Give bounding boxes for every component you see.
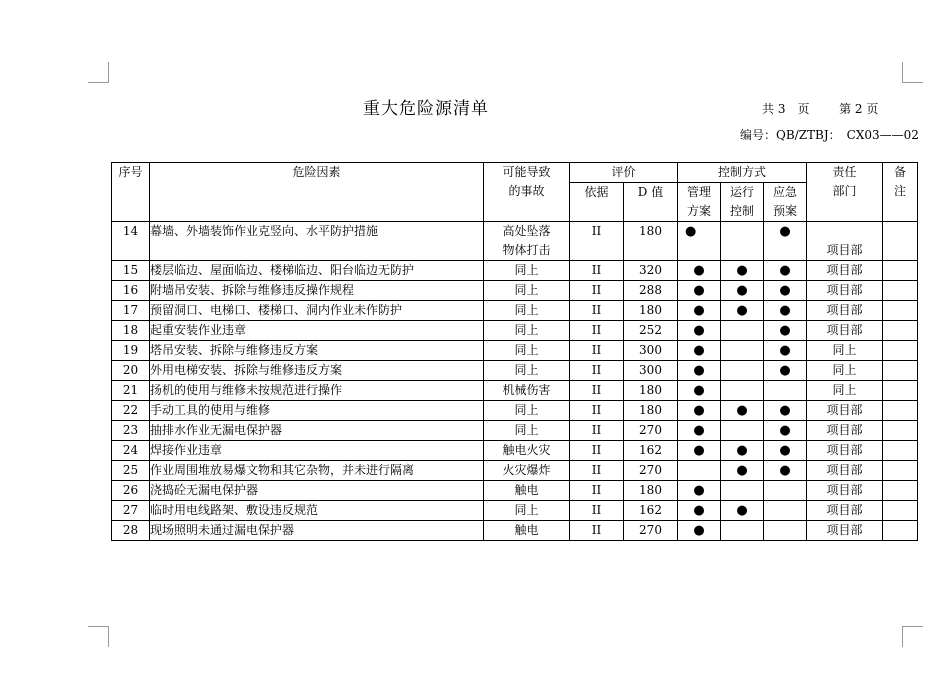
- col-header-operation: 运行 控制: [721, 183, 764, 222]
- cell-basis: II: [570, 441, 624, 461]
- cell-d-value: 270: [624, 521, 678, 541]
- cell-management: [678, 222, 721, 261]
- cell-emergency: [764, 341, 807, 361]
- cell-operation: [721, 381, 764, 401]
- col-header-d-value: D 值: [624, 183, 678, 222]
- crop-mark-bottom-left: [88, 626, 109, 647]
- cell-department: 项目部: [807, 481, 883, 501]
- cell-accident: 触电: [484, 481, 570, 501]
- cell-accident: 同上: [484, 361, 570, 381]
- table-row: [112, 301, 918, 321]
- col-header-factor: 危险因素: [150, 163, 484, 222]
- cell-management: [678, 481, 721, 501]
- cell-note: [883, 341, 918, 361]
- cell-factor: 临时用电线路架、敷设违反规范: [150, 501, 484, 521]
- cell-operation: [721, 461, 764, 481]
- dot-mark: ●: [693, 403, 705, 418]
- dot-mark: ●: [736, 443, 748, 458]
- cell-d-value: 300: [624, 341, 678, 361]
- cell-emergency: [764, 481, 807, 501]
- cell-operation: [721, 501, 764, 521]
- table-row: [112, 341, 918, 361]
- dot-mark: ●: [693, 443, 705, 458]
- cell-accident: 同上: [484, 321, 570, 341]
- cell-management: [678, 501, 721, 521]
- cell-note: [883, 421, 918, 441]
- dot-mark: ●: [736, 463, 748, 478]
- dot-mark: ●: [779, 443, 791, 458]
- cell-d-value: 270: [624, 421, 678, 441]
- cell-d-value: 180: [624, 222, 678, 261]
- dot-mark: ●: [779, 283, 791, 298]
- cell-accident: 火灾爆炸: [484, 461, 570, 481]
- cell-note: [883, 222, 918, 261]
- dot-mark: ●: [693, 283, 705, 298]
- col-header-emergency: 应急 预案: [764, 183, 807, 222]
- document-code: 编号：QB/ZTBJ： CX03——02: [740, 128, 919, 142]
- cell-note: [883, 521, 918, 541]
- dot-mark: ●: [693, 483, 705, 498]
- cell-d-value: 180: [624, 481, 678, 501]
- current-page: 第 2 页: [839, 102, 879, 116]
- cell-department: 项目部: [807, 261, 883, 281]
- cell-note: [883, 381, 918, 401]
- dot-mark: ●: [779, 263, 791, 278]
- cell-department: 同上: [807, 361, 883, 381]
- cell-no: 28: [112, 521, 150, 541]
- col-header-control: 控制方式: [678, 163, 807, 183]
- crop-mark-top-right: [902, 62, 923, 83]
- cell-accident: 同上: [484, 341, 570, 361]
- cell-note: [883, 261, 918, 281]
- cell-note: [883, 501, 918, 521]
- col-header-responsible: 责任 部门: [807, 163, 883, 222]
- cell-basis: II: [570, 261, 624, 281]
- cell-note: [883, 481, 918, 501]
- table-row: [112, 481, 918, 501]
- cell-d-value: 162: [624, 501, 678, 521]
- col-header-no: 序号: [112, 163, 150, 222]
- table-row: [112, 421, 918, 441]
- cell-emergency: [764, 501, 807, 521]
- cell-department: 项目部: [807, 421, 883, 441]
- cell-factor: 楼层临边、屋面临边、楼梯临边、阳台临边无防护: [150, 261, 484, 281]
- cell-no: 25: [112, 461, 150, 481]
- cell-department: 项目部: [807, 461, 883, 481]
- cell-emergency: [764, 261, 807, 281]
- cell-operation: [721, 361, 764, 381]
- total-pages: 共 3 页: [762, 102, 810, 116]
- cell-note: [883, 301, 918, 321]
- col-header-accident: 可能导致 的事故: [484, 163, 570, 222]
- dot-mark: ●: [736, 503, 748, 518]
- table-row: [112, 222, 918, 261]
- dot-mark: ●: [693, 503, 705, 518]
- table-row: [112, 461, 918, 481]
- cell-factor: 手动工具的使用与维修: [150, 401, 484, 421]
- dot-mark: ●: [779, 224, 791, 239]
- cell-factor: 幕墙、外墙装饰作业克竖向、水平防护措施: [150, 222, 484, 261]
- table-row: [112, 381, 918, 401]
- cell-accident: 同上: [484, 501, 570, 521]
- hazard-table: [111, 162, 918, 541]
- col-header-basis: 依据: [570, 183, 624, 222]
- page-info: [762, 100, 878, 117]
- cell-department: 同上: [807, 341, 883, 361]
- cell-accident: 机械伤害: [484, 381, 570, 401]
- cell-basis: II: [570, 461, 624, 481]
- table-row: [112, 321, 918, 341]
- cell-d-value: 300: [624, 361, 678, 381]
- dot-mark: ●: [779, 463, 791, 478]
- col-header-evaluation: 评价: [570, 163, 678, 183]
- cell-basis: II: [570, 341, 624, 361]
- dot-mark: ●: [693, 523, 705, 538]
- col-header-management: 管理 方案: [678, 183, 721, 222]
- cell-no: 17: [112, 301, 150, 321]
- cell-no: 21: [112, 381, 150, 401]
- cell-emergency: [764, 281, 807, 301]
- table-row: [112, 521, 918, 541]
- cell-operation: [721, 421, 764, 441]
- table-row: [112, 501, 918, 521]
- cell-operation: [721, 281, 764, 301]
- table-body: [112, 222, 918, 541]
- cell-basis: II: [570, 321, 624, 341]
- table-row: [112, 281, 918, 301]
- cell-emergency: [764, 421, 807, 441]
- dot-mark: ●: [779, 323, 791, 338]
- cell-factor: 抽排水作业无漏电保护器: [150, 421, 484, 441]
- cell-basis: II: [570, 521, 624, 541]
- cell-department: 项目部: [807, 501, 883, 521]
- cell-accident: 同上: [484, 421, 570, 441]
- cell-management: [678, 441, 721, 461]
- cell-basis: II: [570, 401, 624, 421]
- cell-no: 26: [112, 481, 150, 501]
- dot-mark: ●: [693, 423, 705, 438]
- dot-mark: ●: [685, 224, 697, 239]
- cell-factor: 预留洞口、电梯口、楼梯口、洞内作业未作防护: [150, 301, 484, 321]
- cell-emergency: [764, 381, 807, 401]
- cell-operation: [721, 301, 764, 321]
- dot-mark: ●: [693, 323, 705, 338]
- cell-management: [678, 281, 721, 301]
- cell-management: [678, 381, 721, 401]
- cell-basis: II: [570, 501, 624, 521]
- cell-management: [678, 421, 721, 441]
- table-row: [112, 401, 918, 421]
- cell-emergency: [764, 461, 807, 481]
- dot-mark: ●: [693, 383, 705, 398]
- cell-operation: [721, 401, 764, 421]
- header-row-1: [112, 163, 918, 183]
- cell-management: [678, 461, 721, 481]
- table-row: [112, 361, 918, 381]
- cell-no: 18: [112, 321, 150, 341]
- cell-operation: [721, 341, 764, 361]
- cell-emergency: [764, 521, 807, 541]
- dot-mark: ●: [736, 303, 748, 318]
- cell-emergency: [764, 301, 807, 321]
- cell-note: [883, 461, 918, 481]
- cell-management: [678, 521, 721, 541]
- dot-mark: ●: [736, 283, 748, 298]
- cell-management: [678, 301, 721, 321]
- cell-factor: 现场照明未通过漏电保护器: [150, 521, 484, 541]
- cell-basis: II: [570, 421, 624, 441]
- cell-d-value: 320: [624, 261, 678, 281]
- cell-accident: 同上: [484, 261, 570, 281]
- cell-note: [883, 321, 918, 341]
- cell-accident: 同上: [484, 281, 570, 301]
- crop-mark-top-left: [88, 62, 109, 83]
- cell-accident: 高处坠落 物体打击: [484, 222, 570, 261]
- cell-no: 16: [112, 281, 150, 301]
- crop-mark-bottom-right: [902, 626, 923, 647]
- table-row: [112, 441, 918, 461]
- cell-operation: [721, 441, 764, 461]
- dot-mark: ●: [736, 403, 748, 418]
- cell-d-value: 252: [624, 321, 678, 341]
- document-title: 重大危险源清单: [363, 99, 489, 119]
- cell-management: [678, 321, 721, 341]
- cell-no: 20: [112, 361, 150, 381]
- dot-mark: ●: [736, 263, 748, 278]
- cell-accident: 同上: [484, 401, 570, 421]
- cell-management: [678, 341, 721, 361]
- cell-basis: II: [570, 361, 624, 381]
- cell-d-value: 162: [624, 441, 678, 461]
- cell-department: 项目部: [807, 222, 883, 261]
- dot-mark: ●: [779, 363, 791, 378]
- cell-factor: 附墙吊安装、拆除与维修违反操作规程: [150, 281, 484, 301]
- cell-operation: [721, 222, 764, 261]
- cell-basis: II: [570, 281, 624, 301]
- cell-factor: 塔吊安装、拆除与维修违反方案: [150, 341, 484, 361]
- cell-emergency: [764, 401, 807, 421]
- cell-factor: 焊接作业违章: [150, 441, 484, 461]
- dot-mark: ●: [779, 343, 791, 358]
- cell-factor: 外用电梯安装、拆除与维修违反方案: [150, 361, 484, 381]
- cell-note: [883, 281, 918, 301]
- cell-department: 同上: [807, 381, 883, 401]
- cell-emergency: [764, 321, 807, 341]
- cell-d-value: 180: [624, 401, 678, 421]
- cell-accident: 同上: [484, 301, 570, 321]
- dot-mark: ●: [779, 303, 791, 318]
- cell-d-value: 270: [624, 461, 678, 481]
- cell-note: [883, 401, 918, 421]
- dot-mark: ●: [779, 423, 791, 438]
- dot-mark: ●: [693, 303, 705, 318]
- cell-management: [678, 261, 721, 281]
- cell-factor: 扬机的使用与维修未按规范进行操作: [150, 381, 484, 401]
- cell-factor: 作业周围堆放易爆文物和其它杂物，并未进行隔离: [150, 461, 484, 481]
- cell-department: 项目部: [807, 301, 883, 321]
- cell-factor: 起重安装作业违章: [150, 321, 484, 341]
- cell-no: 23: [112, 421, 150, 441]
- cell-emergency: [764, 361, 807, 381]
- cell-basis: II: [570, 301, 624, 321]
- cell-department: 项目部: [807, 441, 883, 461]
- cell-department: 项目部: [807, 401, 883, 421]
- dot-mark: ●: [693, 263, 705, 278]
- cell-management: [678, 401, 721, 421]
- cell-no: 22: [112, 401, 150, 421]
- cell-operation: [721, 261, 764, 281]
- col-header-note: 备 注: [883, 163, 918, 222]
- cell-operation: [721, 521, 764, 541]
- cell-accident: 触电火灾: [484, 441, 570, 461]
- cell-d-value: 180: [624, 301, 678, 321]
- cell-note: [883, 441, 918, 461]
- dot-mark: ●: [693, 363, 705, 378]
- cell-operation: [721, 321, 764, 341]
- cell-basis: II: [570, 481, 624, 501]
- cell-management: [678, 361, 721, 381]
- cell-emergency: [764, 222, 807, 261]
- cell-no: 27: [112, 501, 150, 521]
- cell-department: 项目部: [807, 321, 883, 341]
- dot-mark: ●: [693, 343, 705, 358]
- cell-basis: II: [570, 222, 624, 261]
- cell-factor: 浇捣砼无漏电保护器: [150, 481, 484, 501]
- cell-no: 24: [112, 441, 150, 461]
- cell-department: 项目部: [807, 281, 883, 301]
- cell-no: 15: [112, 261, 150, 281]
- cell-d-value: 180: [624, 381, 678, 401]
- cell-emergency: [764, 441, 807, 461]
- cell-no: 19: [112, 341, 150, 361]
- cell-basis: II: [570, 381, 624, 401]
- cell-note: [883, 361, 918, 381]
- cell-accident: 触电: [484, 521, 570, 541]
- dot-mark: ●: [779, 403, 791, 418]
- cell-d-value: 288: [624, 281, 678, 301]
- cell-department: 项目部: [807, 521, 883, 541]
- cell-operation: [721, 481, 764, 501]
- cell-no: 14: [112, 222, 150, 261]
- table-row: [112, 261, 918, 281]
